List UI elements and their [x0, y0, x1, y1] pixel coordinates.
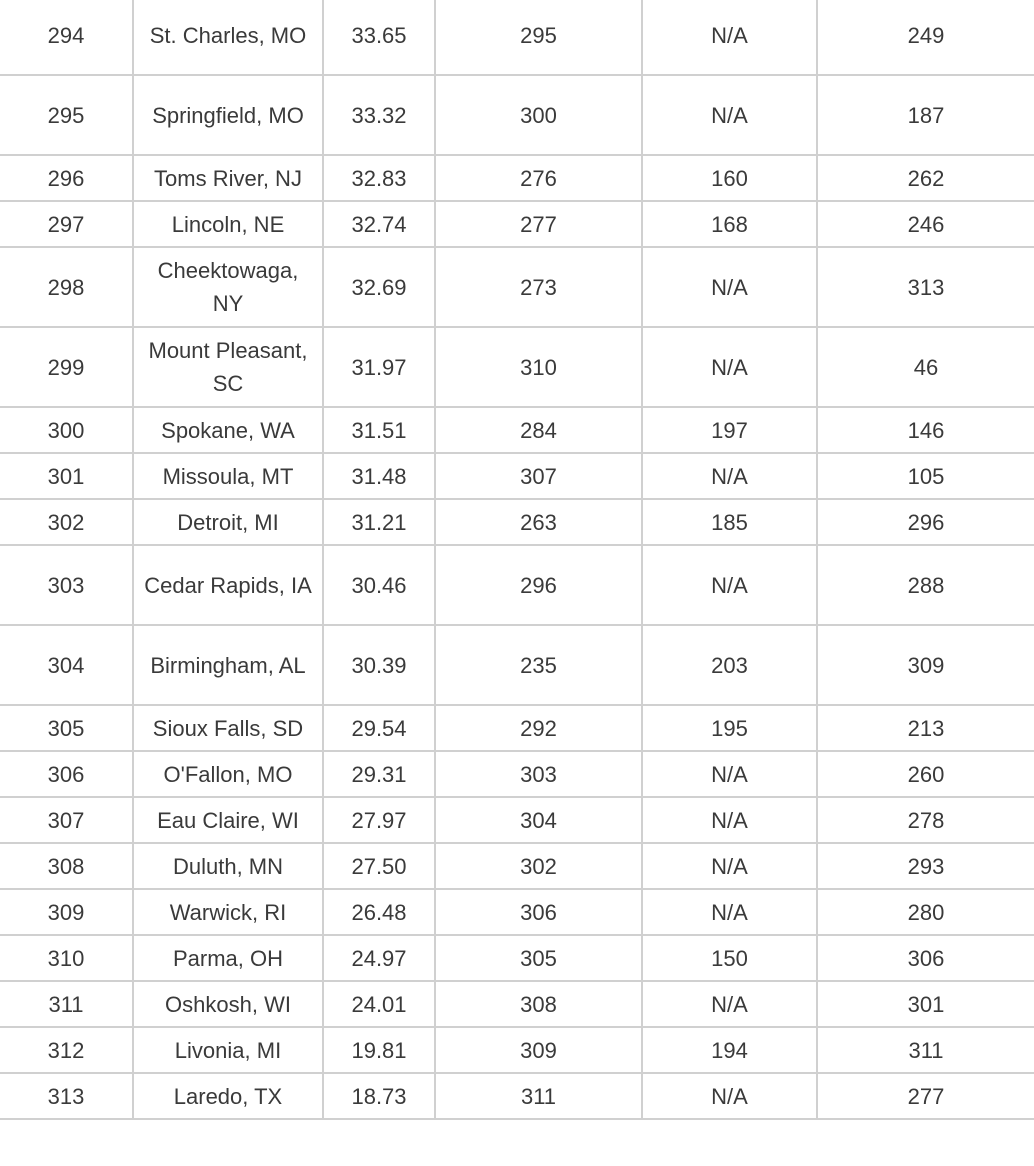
- rank-column-3-cell: 302: [435, 843, 642, 889]
- rank-column-3-cell: 284: [435, 407, 642, 453]
- rank-cell: 295: [0, 75, 133, 155]
- rank-cell: 304: [0, 625, 133, 705]
- rank-column-4-cell: N/A: [642, 75, 817, 155]
- rank-column-5-cell: 105: [817, 453, 1034, 499]
- rank-cell: 312: [0, 1027, 133, 1073]
- score-cell: 29.54: [323, 705, 435, 751]
- score-cell: 30.39: [323, 625, 435, 705]
- score-cell: 31.48: [323, 453, 435, 499]
- rank-column-3-cell: 305: [435, 935, 642, 981]
- rank-column-4-cell: N/A: [642, 843, 817, 889]
- rank-column-5-cell: 313: [817, 247, 1034, 327]
- rank-column-5-cell: 246: [817, 201, 1034, 247]
- score-cell: 32.83: [323, 155, 435, 201]
- rank-column-5-cell: 280: [817, 889, 1034, 935]
- rank-cell: 298: [0, 247, 133, 327]
- table-row: [0, 155, 1034, 201]
- city-cell: Toms River, NJ: [133, 155, 323, 201]
- rank-cell: 301: [0, 453, 133, 499]
- rank-cell: 300: [0, 407, 133, 453]
- table-row: [0, 327, 1034, 407]
- table-row: [0, 1073, 1034, 1119]
- city-cell: Missoula, MT: [133, 453, 323, 499]
- table-row: [0, 981, 1034, 1027]
- score-cell: 32.74: [323, 201, 435, 247]
- rank-column-5-cell: 278: [817, 797, 1034, 843]
- score-cell: 31.97: [323, 327, 435, 407]
- table-row: [0, 407, 1034, 453]
- city-cell: Sioux Falls, SD: [133, 705, 323, 751]
- table-row: [0, 545, 1034, 625]
- rank-column-5-cell: 277: [817, 1073, 1034, 1119]
- rank-cell: 305: [0, 705, 133, 751]
- rank-cell: 308: [0, 843, 133, 889]
- rank-column-5-cell: 311: [817, 1027, 1034, 1073]
- rank-cell: 302: [0, 499, 133, 545]
- city-cell: Detroit, MI: [133, 499, 323, 545]
- rank-column-5-cell: 288: [817, 545, 1034, 625]
- table-row: [0, 453, 1034, 499]
- rank-cell: 299: [0, 327, 133, 407]
- city-cell: Cedar Rapids, IA: [133, 545, 323, 625]
- rank-column-3-cell: 303: [435, 751, 642, 797]
- city-cell: Laredo, TX: [133, 1073, 323, 1119]
- score-cell: 24.97: [323, 935, 435, 981]
- rank-column-4-cell: N/A: [642, 327, 817, 407]
- rank-column-4-cell: 195: [642, 705, 817, 751]
- rank-column-3-cell: 276: [435, 155, 642, 201]
- score-cell: 24.01: [323, 981, 435, 1027]
- city-cell: Birmingham, AL: [133, 625, 323, 705]
- rank-column-4-cell: N/A: [642, 545, 817, 625]
- rank-column-3-cell: 307: [435, 453, 642, 499]
- table-row: [0, 935, 1034, 981]
- city-cell: Lincoln, NE: [133, 201, 323, 247]
- rank-column-5-cell: 296: [817, 499, 1034, 545]
- rank-column-3-cell: 304: [435, 797, 642, 843]
- rank-cell: 297: [0, 201, 133, 247]
- city-cell: Springfield, MO: [133, 75, 323, 155]
- table-row: [0, 201, 1034, 247]
- table-row: [0, 843, 1034, 889]
- rank-column-3-cell: 308: [435, 981, 642, 1027]
- rank-column-5-cell: 46: [817, 327, 1034, 407]
- rank-column-4-cell: N/A: [642, 751, 817, 797]
- city-cell: Livonia, MI: [133, 1027, 323, 1073]
- rank-column-3-cell: 311: [435, 1073, 642, 1119]
- rank-column-5-cell: 293: [817, 843, 1034, 889]
- rank-column-4-cell: 150: [642, 935, 817, 981]
- score-cell: 27.97: [323, 797, 435, 843]
- rank-column-4-cell: 185: [642, 499, 817, 545]
- city-cell: Spokane, WA: [133, 407, 323, 453]
- rank-column-4-cell: 194: [642, 1027, 817, 1073]
- table-row: [0, 247, 1034, 327]
- rank-column-4-cell: N/A: [642, 889, 817, 935]
- rank-column-4-cell: 160: [642, 155, 817, 201]
- rank-column-3-cell: 309: [435, 1027, 642, 1073]
- rank-column-3-cell: 296: [435, 545, 642, 625]
- score-cell: 29.31: [323, 751, 435, 797]
- city-cell: Warwick, RI: [133, 889, 323, 935]
- rank-column-5-cell: 187: [817, 75, 1034, 155]
- score-cell: 18.73: [323, 1073, 435, 1119]
- city-cell: O'Fallon, MO: [133, 751, 323, 797]
- rank-column-5-cell: 260: [817, 751, 1034, 797]
- rank-column-3-cell: 292: [435, 705, 642, 751]
- rank-column-4-cell: 197: [642, 407, 817, 453]
- rank-column-5-cell: 146: [817, 407, 1034, 453]
- table-row: [0, 499, 1034, 545]
- rank-cell: 303: [0, 545, 133, 625]
- rank-column-3-cell: 263: [435, 499, 642, 545]
- rank-column-5-cell: 213: [817, 705, 1034, 751]
- score-cell: 33.32: [323, 75, 435, 155]
- rank-column-5-cell: 249: [817, 0, 1034, 75]
- table-row: [0, 751, 1034, 797]
- score-cell: 19.81: [323, 1027, 435, 1073]
- table-row: [0, 1027, 1034, 1073]
- rank-column-3-cell: 306: [435, 889, 642, 935]
- rank-cell: 309: [0, 889, 133, 935]
- rank-column-4-cell: N/A: [642, 1073, 817, 1119]
- rank-column-5-cell: 309: [817, 625, 1034, 705]
- rank-cell: 311: [0, 981, 133, 1027]
- rank-column-3-cell: 310: [435, 327, 642, 407]
- table-row: [0, 889, 1034, 935]
- rank-column-5-cell: 301: [817, 981, 1034, 1027]
- city-cell: St. Charles, MO: [133, 0, 323, 75]
- score-cell: 33.65: [323, 0, 435, 75]
- city-cell: Duluth, MN: [133, 843, 323, 889]
- table-row: [0, 797, 1034, 843]
- rank-column-3-cell: 300: [435, 75, 642, 155]
- rank-column-5-cell: 262: [817, 155, 1034, 201]
- city-cell: Oshkosh, WI: [133, 981, 323, 1027]
- rank-cell: 294: [0, 0, 133, 75]
- score-cell: 27.50: [323, 843, 435, 889]
- score-cell: 26.48: [323, 889, 435, 935]
- table-row: [0, 75, 1034, 155]
- table-row: [0, 0, 1034, 75]
- rank-column-4-cell: N/A: [642, 0, 817, 75]
- rank-column-3-cell: 235: [435, 625, 642, 705]
- score-cell: 31.21: [323, 499, 435, 545]
- city-cell: Eau Claire, WI: [133, 797, 323, 843]
- rank-column-4-cell: 168: [642, 201, 817, 247]
- rank-column-5-cell: 306: [817, 935, 1034, 981]
- rank-cell: 306: [0, 751, 133, 797]
- score-cell: 32.69: [323, 247, 435, 327]
- table-row: [0, 705, 1034, 751]
- table-row: [0, 625, 1034, 705]
- rank-cell: 313: [0, 1073, 133, 1119]
- rank-column-4-cell: N/A: [642, 453, 817, 499]
- rank-column-3-cell: 273: [435, 247, 642, 327]
- city-cell: Mount Pleasant, SC: [133, 327, 323, 407]
- rank-column-3-cell: 295: [435, 0, 642, 75]
- rank-column-3-cell: 277: [435, 201, 642, 247]
- rank-cell: 307: [0, 797, 133, 843]
- city-cell: Parma, OH: [133, 935, 323, 981]
- rank-column-4-cell: N/A: [642, 981, 817, 1027]
- rank-cell: 296: [0, 155, 133, 201]
- rank-column-4-cell: 203: [642, 625, 817, 705]
- city-cell: Cheektowaga, NY: [133, 247, 323, 327]
- rank-cell: 310: [0, 935, 133, 981]
- score-cell: 30.46: [323, 545, 435, 625]
- rank-column-4-cell: N/A: [642, 797, 817, 843]
- rank-column-4-cell: N/A: [642, 247, 817, 327]
- score-cell: 31.51: [323, 407, 435, 453]
